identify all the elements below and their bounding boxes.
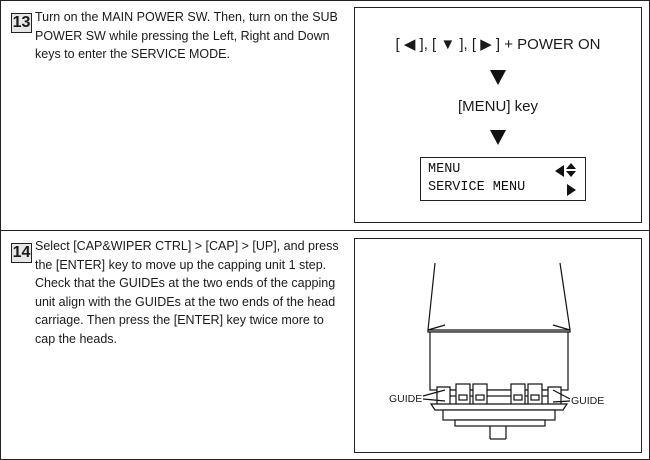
down-triangle-icon (566, 171, 576, 177)
capping-unit-illustration (355, 239, 641, 452)
lcd-display (420, 157, 586, 201)
left-triangle-icon (555, 165, 564, 177)
step-14-line-2: the [ENTER] key to move up the capping unit 1 step. (35, 257, 327, 272)
lcd-row-1: MENU (428, 162, 461, 177)
step-14-line-4: unit align with the GUIDEs at the two ends of the head (35, 294, 336, 309)
guide-label-right: GUIDE (571, 395, 605, 407)
step-13-instructions (35, 8, 355, 64)
up-triangle-icon (566, 163, 576, 169)
step-14-line-1: Select [CAP&WIPER CTRL] > [CAP] > [UP], and press (35, 239, 339, 253)
step-13-number: 13 (12, 14, 31, 31)
step-14-line-6: cap the heads. (35, 331, 118, 346)
step-13-key-sequence-panel (354, 7, 642, 223)
step-13-line-1: Turn on the MAIN POWER SW. Then, turn on the SUB (35, 10, 338, 24)
step-14-figure-panel (354, 238, 642, 453)
key-combo-text: [ ◀ ], [ ▼ ], [ ▶ ] + POWER ON (395, 36, 601, 53)
step-14-number: 14 (12, 244, 31, 261)
step-14-line-3: Check that the GUIDEs at the two ends of the capping (35, 276, 336, 290)
down-arrow-icon (490, 70, 506, 85)
step-13-line-3: keys to enter the SERVICE MODE. (35, 47, 230, 61)
right-triangle-icon (567, 184, 576, 196)
lcd-row-2: SERVICE MENU (428, 180, 526, 195)
step-14-line-5: carriage. Then press the [ENTER] key twice more to (35, 313, 324, 327)
down-arrow-icon (490, 130, 506, 145)
guide-label-left: GUIDE (389, 393, 423, 405)
menu-key-text: [MENU] key (457, 98, 538, 115)
step-14-instructions (35, 237, 355, 348)
step-13-line-2: POWER SW while pressing the Left, Right and Down (35, 28, 330, 43)
section-divider (1, 230, 649, 231)
